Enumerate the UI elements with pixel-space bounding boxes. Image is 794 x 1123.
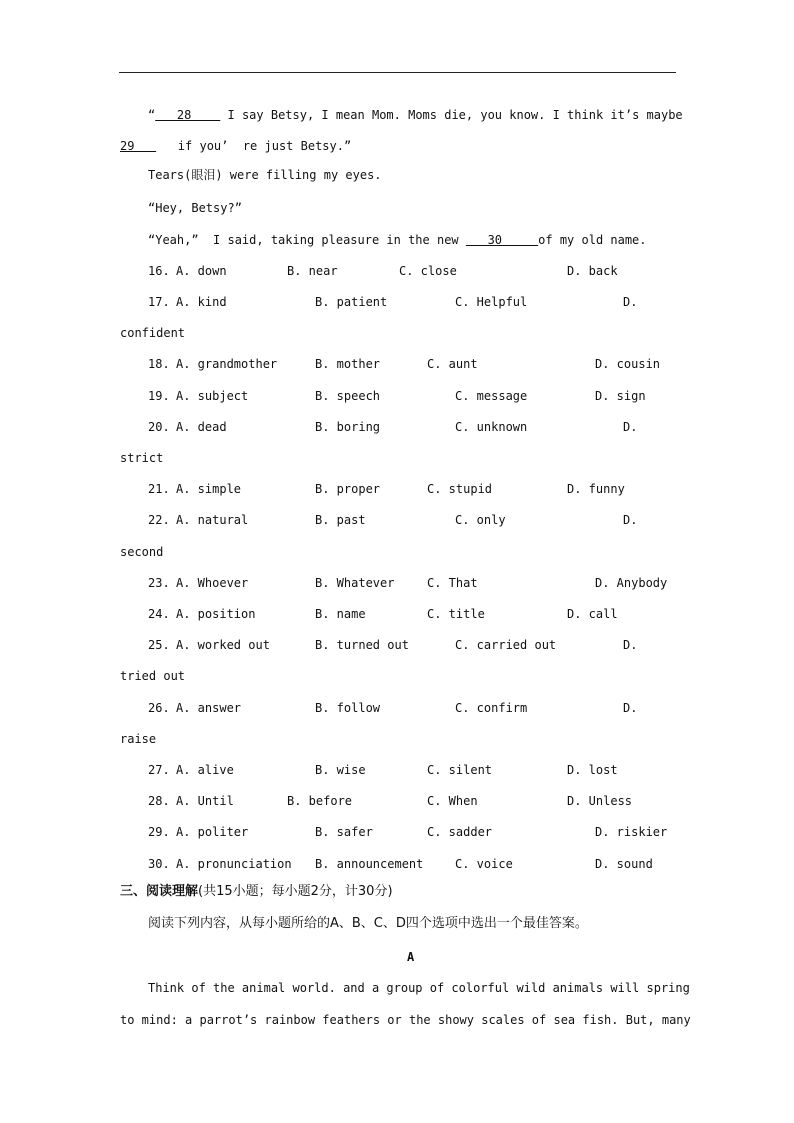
option-c: C. confirm (455, 701, 528, 715)
option-a: A. worked out (176, 638, 270, 652)
option-b: B. wise (315, 763, 366, 777)
passage-text: I say Betsy, I mean Mom. Moms die, you know. I think it’s maybe (220, 108, 683, 122)
option-d-wrapped: strict (120, 451, 164, 465)
option-d: D. (623, 638, 638, 652)
question-number: 26. (148, 701, 170, 715)
blank-29: 29 (120, 139, 157, 153)
option-a: A. dead (176, 420, 227, 434)
passage-text: of my old name. (538, 233, 647, 247)
question-number: 22. (148, 513, 170, 527)
option-b: B. past (315, 513, 366, 527)
option-d-wrapped: second (120, 545, 164, 559)
option-d: D. (623, 513, 638, 527)
option-d: D. back (567, 264, 618, 278)
option-b: B. safer (315, 825, 373, 839)
option-a: A. Whoever (176, 576, 249, 590)
option-b: B. Whatever (315, 576, 395, 590)
option-d: D. Unless (567, 794, 633, 808)
section-heading (120, 884, 393, 900)
option-d: D. (623, 420, 638, 434)
question-number: 23. (148, 576, 170, 590)
option-d: D. (623, 701, 638, 715)
open-quote: “ (148, 108, 156, 122)
blank-30: 30 (465, 233, 539, 247)
option-a: A. grandmother (176, 357, 278, 371)
option-a: A. alive (176, 763, 234, 777)
passage-line-4: “Hey, Betsy?” (148, 201, 242, 215)
option-d-wrapped: raise (120, 732, 157, 746)
option-c: C. When (427, 794, 478, 808)
section-title: 三、阅读理解 (120, 884, 199, 899)
option-d: D. funny (567, 482, 625, 496)
question-number: 21. (148, 482, 170, 496)
option-a: A. Until (176, 794, 234, 808)
option-b: B. patient (315, 295, 388, 309)
passage-line-5 (148, 233, 647, 247)
option-c: C. sadder (427, 825, 493, 839)
reading-line-1: Think of the animal world. and a group of colorful wild animals will spring (148, 981, 690, 995)
option-c: C. aunt (427, 357, 478, 371)
question-number: 25. (148, 638, 170, 652)
question-number: 16. (148, 264, 170, 278)
question-number: 20. (148, 420, 170, 434)
option-d: D. (623, 295, 638, 309)
option-b: B. follow (315, 701, 381, 715)
option-b: B. proper (315, 482, 381, 496)
passage-line-2 (120, 139, 351, 153)
option-c: C. only (455, 513, 506, 527)
option-a: A. answer (176, 701, 242, 715)
option-a: A. politer (176, 825, 249, 839)
option-c: C. That (427, 576, 478, 590)
option-a: A. subject (176, 389, 249, 403)
option-b: B. before (287, 794, 353, 808)
option-d: D. lost (567, 763, 618, 777)
option-a: A. natural (176, 513, 249, 527)
option-d: D. riskier (595, 825, 668, 839)
option-d: D. sign (595, 389, 646, 403)
passage-line-1 (148, 108, 683, 122)
question-number: 17. (148, 295, 170, 309)
question-number: 19. (148, 389, 170, 403)
option-c: C. title (427, 607, 485, 621)
header-rule (119, 72, 676, 73)
option-d: D. Anybody (595, 576, 668, 590)
passage-line-3: Tears(眼泪) were filling my eyes. (148, 168, 382, 182)
option-b: B. boring (315, 420, 381, 434)
option-d: D. call (567, 607, 618, 621)
option-a: A. down (176, 264, 227, 278)
option-d: D. sound (595, 857, 653, 871)
passage-label: A (407, 950, 415, 964)
option-c: C. message (455, 389, 528, 403)
option-c: C. unknown (455, 420, 528, 434)
question-number: 18. (148, 357, 170, 371)
question-number: 28. (148, 794, 170, 808)
section-instruction: 阅读下列内容，从每小题所给的A、B、C、D四个选项中选出一个最佳答案。 (148, 916, 588, 931)
section-scoring: (共15小题；每小题2分，计30分) (198, 884, 393, 899)
option-a: A. simple (176, 482, 242, 496)
question-number: 29. (148, 825, 170, 839)
option-a: A. position (176, 607, 256, 621)
option-c: C. carried out (455, 638, 557, 652)
option-b: B. announcement (315, 857, 424, 871)
question-number: 27. (148, 763, 170, 777)
option-d-wrapped: tried out (120, 669, 186, 683)
option-d: D. cousin (595, 357, 661, 371)
question-number: 24. (148, 607, 170, 621)
blank-28: 28 (155, 108, 221, 122)
option-b: B. name (315, 607, 366, 621)
option-a: A. pronunciation (176, 857, 292, 871)
option-d-wrapped: confident (120, 326, 186, 340)
option-c: C. Helpful (455, 295, 528, 309)
passage-text: if you’ re just Betsy.” (156, 139, 352, 153)
option-a: A. kind (176, 295, 227, 309)
option-b: B. mother (315, 357, 381, 371)
option-b: B. near (287, 264, 338, 278)
passage-text: “Yeah,” I said, taking pleasure in the new (148, 233, 466, 247)
option-c: C. close (399, 264, 457, 278)
option-c: C. silent (427, 763, 493, 777)
question-number: 30. (148, 857, 170, 871)
reading-line-2: to mind: a parrot’s rainbow feathers or the showy scales of sea fish. But, many (120, 1013, 691, 1027)
option-b: B. turned out (315, 638, 409, 652)
option-b: B. speech (315, 389, 381, 403)
option-c: C. voice (455, 857, 513, 871)
option-c: C. stupid (427, 482, 493, 496)
